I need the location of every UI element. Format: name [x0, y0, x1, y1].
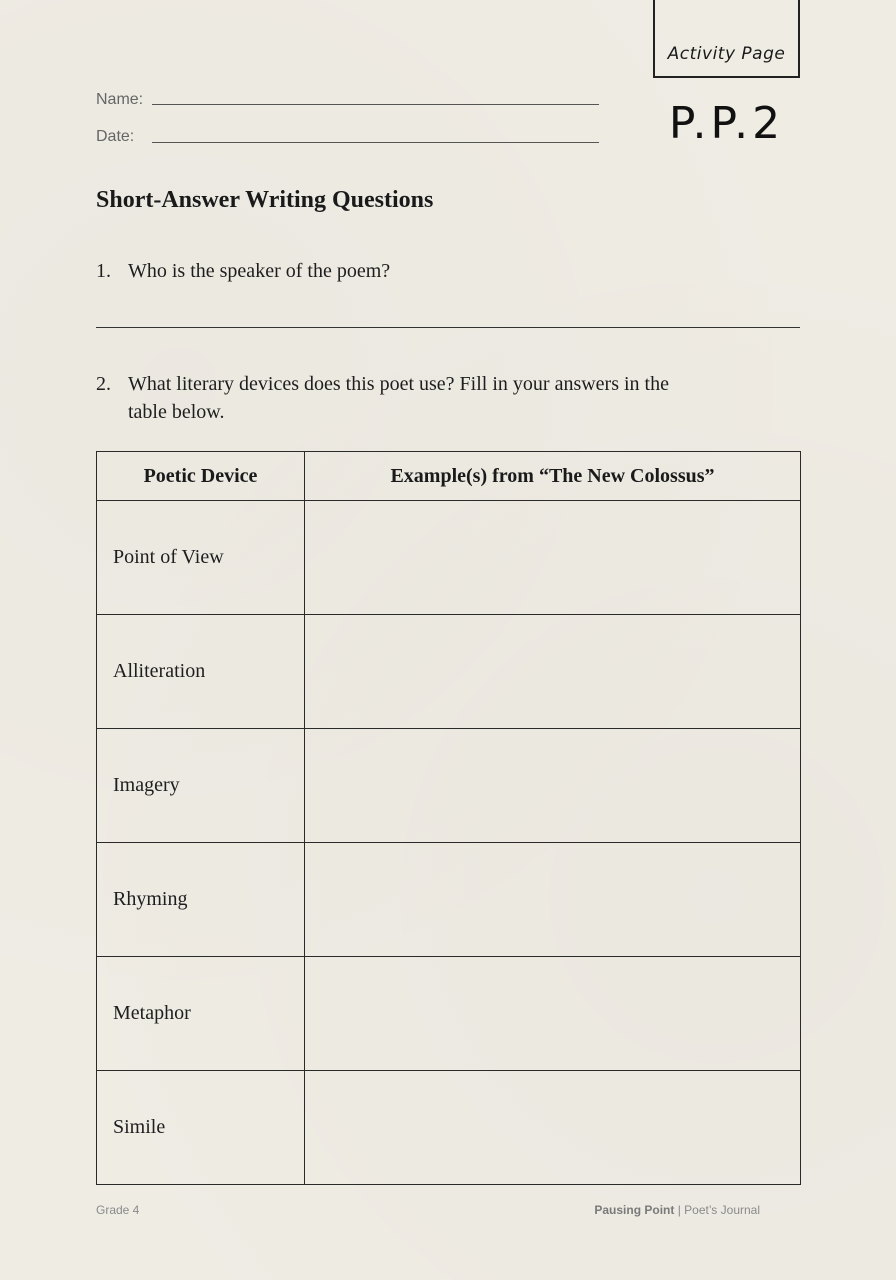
table-row [97, 843, 801, 957]
name-field[interactable] [152, 104, 599, 105]
name-label: Name: [96, 91, 144, 108]
activity-code: P.P.2 [668, 98, 785, 149]
activity-page-label: Activity Page [667, 44, 786, 64]
table-row [97, 1071, 801, 1185]
device-name: Alliteration [97, 615, 305, 729]
table-row [97, 957, 801, 1071]
device-name: Point of View [97, 501, 305, 615]
activity-page-box [653, 0, 800, 78]
table-row [97, 615, 801, 729]
device-name: Metaphor [97, 957, 305, 1071]
question-text-line-2: table below. [128, 401, 225, 423]
footer-book: Poet’s Journal [684, 1203, 760, 1217]
question-text-line-1: What literary devices does this poet use? Fill in your answers in the [128, 373, 669, 395]
example-answer-cell[interactable] [305, 957, 801, 1071]
footer-unit: Pausing Point [594, 1203, 675, 1217]
footer-separator: | [674, 1203, 685, 1217]
device-name: Rhyming [97, 843, 305, 957]
question-number: 2. [96, 373, 111, 395]
example-answer-cell[interactable] [305, 615, 801, 729]
device-name: Imagery [97, 729, 305, 843]
date-label: Date: [96, 128, 135, 145]
table-header-row [97, 452, 801, 501]
poetic-devices-table [96, 451, 801, 1185]
question-2 [96, 370, 800, 426]
question-number: 1. [96, 260, 111, 282]
header-poetic-device: Poetic Device [97, 452, 305, 501]
question-text: Who is the speaker of the poem? [128, 260, 391, 282]
device-name: Simile [97, 1071, 305, 1185]
table-row [97, 729, 801, 843]
question-1 [96, 257, 800, 285]
table-row [97, 501, 801, 615]
example-answer-cell[interactable] [305, 729, 801, 843]
footer-title [594, 1203, 760, 1217]
answer-line-1[interactable] [96, 327, 800, 328]
date-field[interactable] [152, 142, 599, 143]
example-answer-cell[interactable] [305, 1071, 801, 1185]
section-title: Short-Answer Writing Questions [96, 187, 434, 213]
example-answer-cell[interactable] [305, 843, 801, 957]
example-answer-cell[interactable] [305, 501, 801, 615]
footer-grade: Grade 4 [96, 1203, 140, 1217]
header-examples: Example(s) from “The New Colossus” [305, 452, 801, 501]
